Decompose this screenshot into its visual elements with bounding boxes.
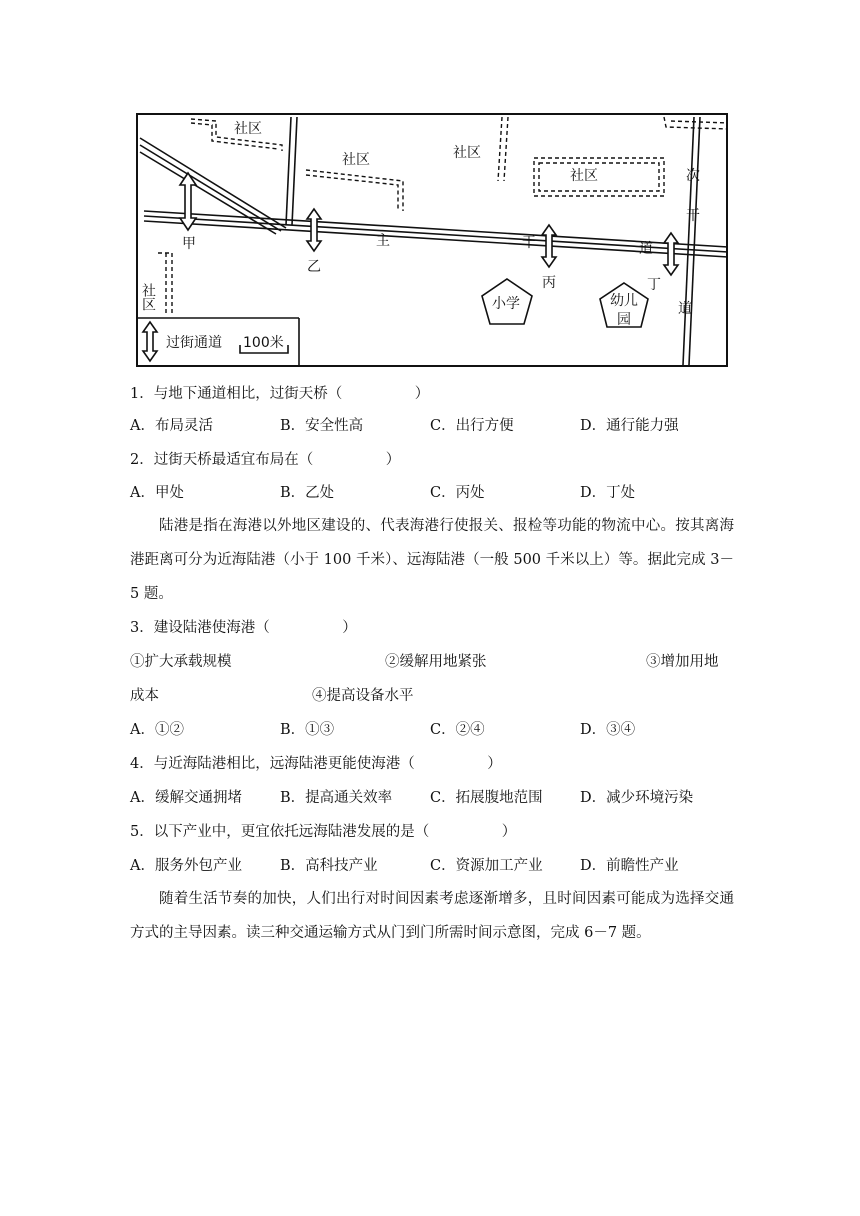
question-3-statement-4: ④提高设备水平 xyxy=(312,688,414,704)
community-label: 社区 xyxy=(342,152,370,168)
secondary-road-char-2: 干 xyxy=(686,208,700,224)
question-2-option-b: B．乙处 xyxy=(280,485,335,501)
kindergarten-label-2: 园 xyxy=(617,312,631,328)
secondary-road-char-1: 次 xyxy=(686,168,700,184)
kindergarten-label-1: 幼儿 xyxy=(610,293,638,309)
community-label: 社区 xyxy=(453,145,481,161)
question-3-option-d: D．③④ xyxy=(580,722,636,738)
question-2-option-c: C．丙处 xyxy=(430,485,485,501)
question-4-option-d: D．减少环境污染 xyxy=(580,790,694,806)
question-3-stem: 3．建设陆港使海港（ ） xyxy=(130,620,357,636)
crossing-label-ding: 丁 xyxy=(647,277,661,293)
question-4-option-a: A．缓解交通拥堵 xyxy=(130,790,242,806)
question-3-option-a: A．①② xyxy=(130,722,184,738)
legend-label: 过街通道 xyxy=(166,335,222,351)
question-5-stem: 5．以下产业中，更宜依托远海陆港发展的是（ ） xyxy=(130,824,517,840)
question-4-stem: 4．与近海陆港相比，远海陆港更能使海港（ ） xyxy=(130,756,502,772)
community-label: 社区 xyxy=(234,121,262,137)
question-3-statement-3-cont: 成本 xyxy=(130,688,159,704)
question-1-option-c: C．出行方便 xyxy=(430,418,514,434)
question-1-option-a: A．布局灵活 xyxy=(130,418,213,434)
question-3-statement-1: ①扩大承载规模 xyxy=(130,654,232,670)
crossing-label-yi: 乙 xyxy=(307,259,321,275)
question-3-statement-2: ②缓解用地紧张 xyxy=(385,654,487,670)
question-4-option-b: B．提高通关效率 xyxy=(280,790,393,806)
street-crossing-map xyxy=(136,113,728,367)
question-2-option-d: D．丁处 xyxy=(580,485,636,501)
question-2-stem: 2．过街天桥最适宜布局在（ ） xyxy=(130,452,401,468)
secondary-road-char-3: 道 xyxy=(678,301,692,317)
question-5-option-a: A．服务外包产业 xyxy=(130,858,242,874)
passage-inland-port: 陆港是指在海港以外地区建设的、代表海港行使报关、报检等功能的物流中心。按其离海港距离可分为近海陆港（小于 100 千米）、远海陆港（一般 500 千米以上）等。据此完成 3－5 题。 xyxy=(130,518,734,602)
main-road-char-2: 干 xyxy=(522,235,536,251)
main-road-char-3: 道 xyxy=(639,241,653,257)
school-label: 小学 xyxy=(492,296,520,312)
question-3-option-b: B．①③ xyxy=(280,722,335,738)
question-3-statement-3: ③增加用地 xyxy=(646,654,719,670)
question-5-option-b: B．高科技产业 xyxy=(280,858,378,874)
main-road-char-1: 主 xyxy=(376,233,390,249)
question-2-option-a: A．甲处 xyxy=(130,485,184,501)
question-4-option-c: C．拓展腹地范围 xyxy=(430,790,543,806)
community-label-vertical-1: 社区 xyxy=(140,283,156,311)
question-5-option-c: C．资源加工产业 xyxy=(430,858,543,874)
question-1-stem: 1．与地下通道相比，过街天桥（ ） xyxy=(130,386,430,402)
question-5-option-d: D．前瞻性产业 xyxy=(580,858,679,874)
crossing-label-jia: 甲 xyxy=(182,236,196,252)
community-label: 社区 xyxy=(570,168,598,184)
question-1-option-b: B．安全性高 xyxy=(280,418,364,434)
question-1-option-d: D．通行能力强 xyxy=(580,418,679,434)
map-svg xyxy=(136,113,728,367)
scale-label: 100米 xyxy=(243,335,284,351)
crossing-label-bing: 丙 xyxy=(542,275,556,291)
passage-travel-time: 随着生活节奏的加快，人们出行对时间因素考虑逐渐增多，且时间因素可能成为选择交通方式的主导因素。读三种交通运输方式从门到门所需时间示意图，完成 6－7 题。 xyxy=(130,891,734,941)
question-3-option-c: C．②④ xyxy=(430,722,485,738)
